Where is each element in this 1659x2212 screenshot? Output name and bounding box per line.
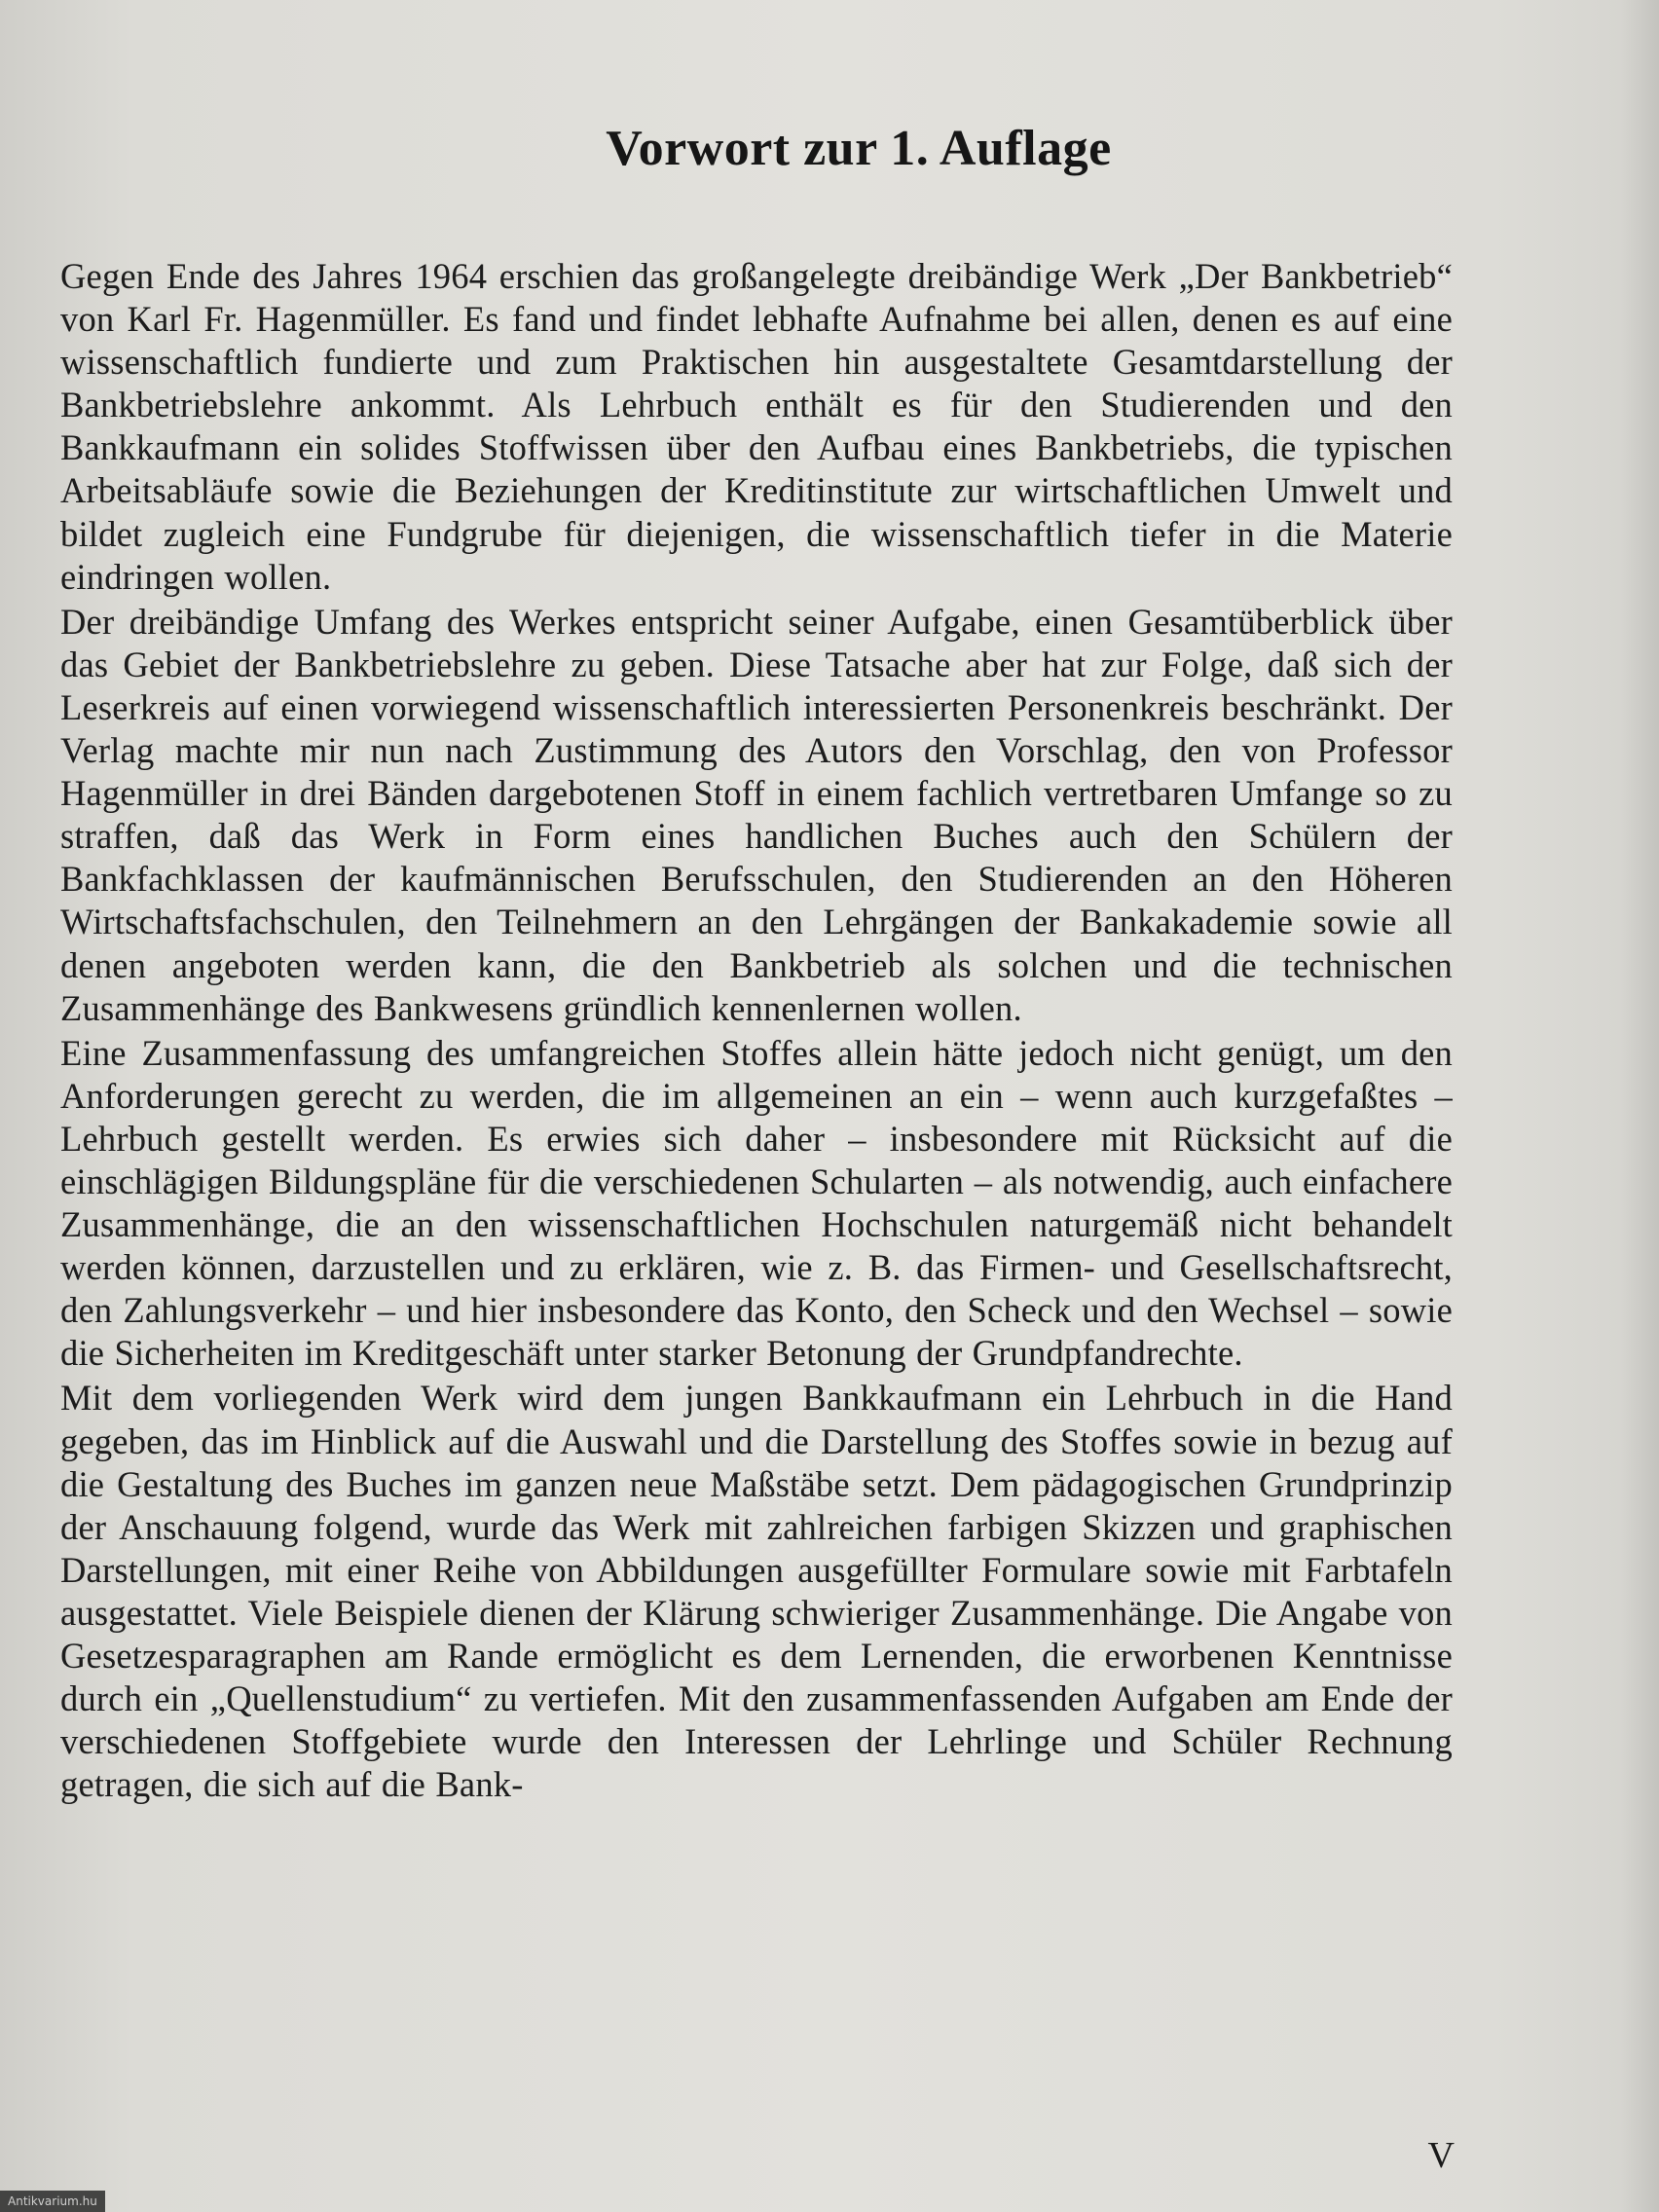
preface-body (60, 255, 1453, 1806)
paragraph-3: Eine Zusammenfassung des umfangreichen Stoffes allein hätte jedoch nicht genügt, um den Anforderungen gerecht zu werden, die im allgemeinen an ein – wenn auch kurzgefaßtes – Lehrbuch gestellt werden. Es erwies sich daher – insbesondere mit Rücksicht auf die einschlägigen Bildungspläne für die verschiedenen Schularten – als notwendig, auch einfachere Zusammenhänge, die an den wissenschaftlichen Hochschulen naturgemäß nicht behandelt werden können, darzustellen und zu erklären, wie z. B. das Firmen- und Gesellschaftsrecht, den Zahlungsverkehr – und hier insbesondere das Konto, den Scheck und den Wechsel – sowie die Sicherheiten im Kreditgeschäft unter starker Betonung der Grundpfandrechte. (60, 1032, 1453, 1374)
paragraph-4: Mit dem vorliegenden Werk wird dem jungen Bankkaufmann ein Lehrbuch in die Hand gegeben, das im Hinblick auf die Auswahl und die Darstellung des Stoffes sowie in bezug auf die Gestaltung des Buches im ganzen neue Maßstäbe setzt. Dem pädagogischen Grundprinzip der Anschauung folgend, wurde das Werk mit zahlreichen farbigen Skizzen und graphischen Darstellungen, mit einer Reihe von Abbildungen ausgefüllter Formulare sowie mit Farbtafeln ausgestattet. Viele Beispiele dienen der Klärung schwieriger Zusammenhänge. Die Angabe von Gesetzesparagraphen am Rande ermöglicht es dem Lernenden, die erworbenen Kenntnisse durch ein „Quellenstudium“ zu vertiefen. Mit den zusammenfassenden Aufgaben am Ende der verschiedenen Stoffgebiete wurde den Interessen der Lehrlinge und Schüler Rechnung getragen, die sich auf die Bank- (60, 1378, 1453, 1805)
watermark: Antikvarium.hu (0, 2191, 105, 2212)
page-edge-shadow (1620, 0, 1659, 2212)
paragraph-1: Gegen Ende des Jahres 1964 erschien das großangelegte dreibändige Werk „Der Bankbetrieb“ von Karl Fr. Hagenmüller. Es fand und findet lebhafte Aufnahme bei allen, denen es auf eine wissenschaftlich fundierte und zum Praktischen hin ausgestaltete Gesamtdarstellung der Bankbetriebslehre ankommt. Als Lehrbuch enthält es für den Studierenden und den Bankkaufmann ein solides Stoffwissen über den Aufbau eines Bankbetriebs, die typischen Arbeitsabläufe sowie die Beziehungen der Kreditinstitute zur wirtschaftlichen Umwelt und bildet zugleich eine Fundgrube für diejenigen, die wissenschaftlich tiefer in die Materie eindringen wollen. (60, 256, 1453, 597)
paragraph-2: Der dreibändige Umfang des Werkes entspricht seiner Aufgabe, einen Gesamtüberblick über das Gebiet der Bankbetriebslehre zu geben. Diese Tatsache aber hat zur Folge, daß sich der Leserkreis auf einen vorwiegend wissenschaftlich interessierten Personenkreis beschränkt. Der Verlag machte mir nun nach Zustimmung des Autors den Vorschlag, den von Professor Hagenmüller in drei Bänden dargebotenen Stoff in einem fachlich vertretbaren Umfange so zu straffen, daß das Werk in Form eines handlichen Buches auch den Schülern der Bankfachklassen der kaufmännischen Berufsschulen, den Studierenden an den Höheren Wirtschaftsfachschulen, den Teilnehmern an den Lehrgängen der Bankakademie sowie all denen angeboten werden kann, die den Bankbetrieb als solchen und die technischen Zusammenhänge des Bankwesens gründlich kennenlernen wollen. (60, 601, 1453, 1028)
page-number: V (1427, 2135, 1455, 2176)
page-title: Vorwort zur 1. Auflage (606, 120, 1112, 176)
